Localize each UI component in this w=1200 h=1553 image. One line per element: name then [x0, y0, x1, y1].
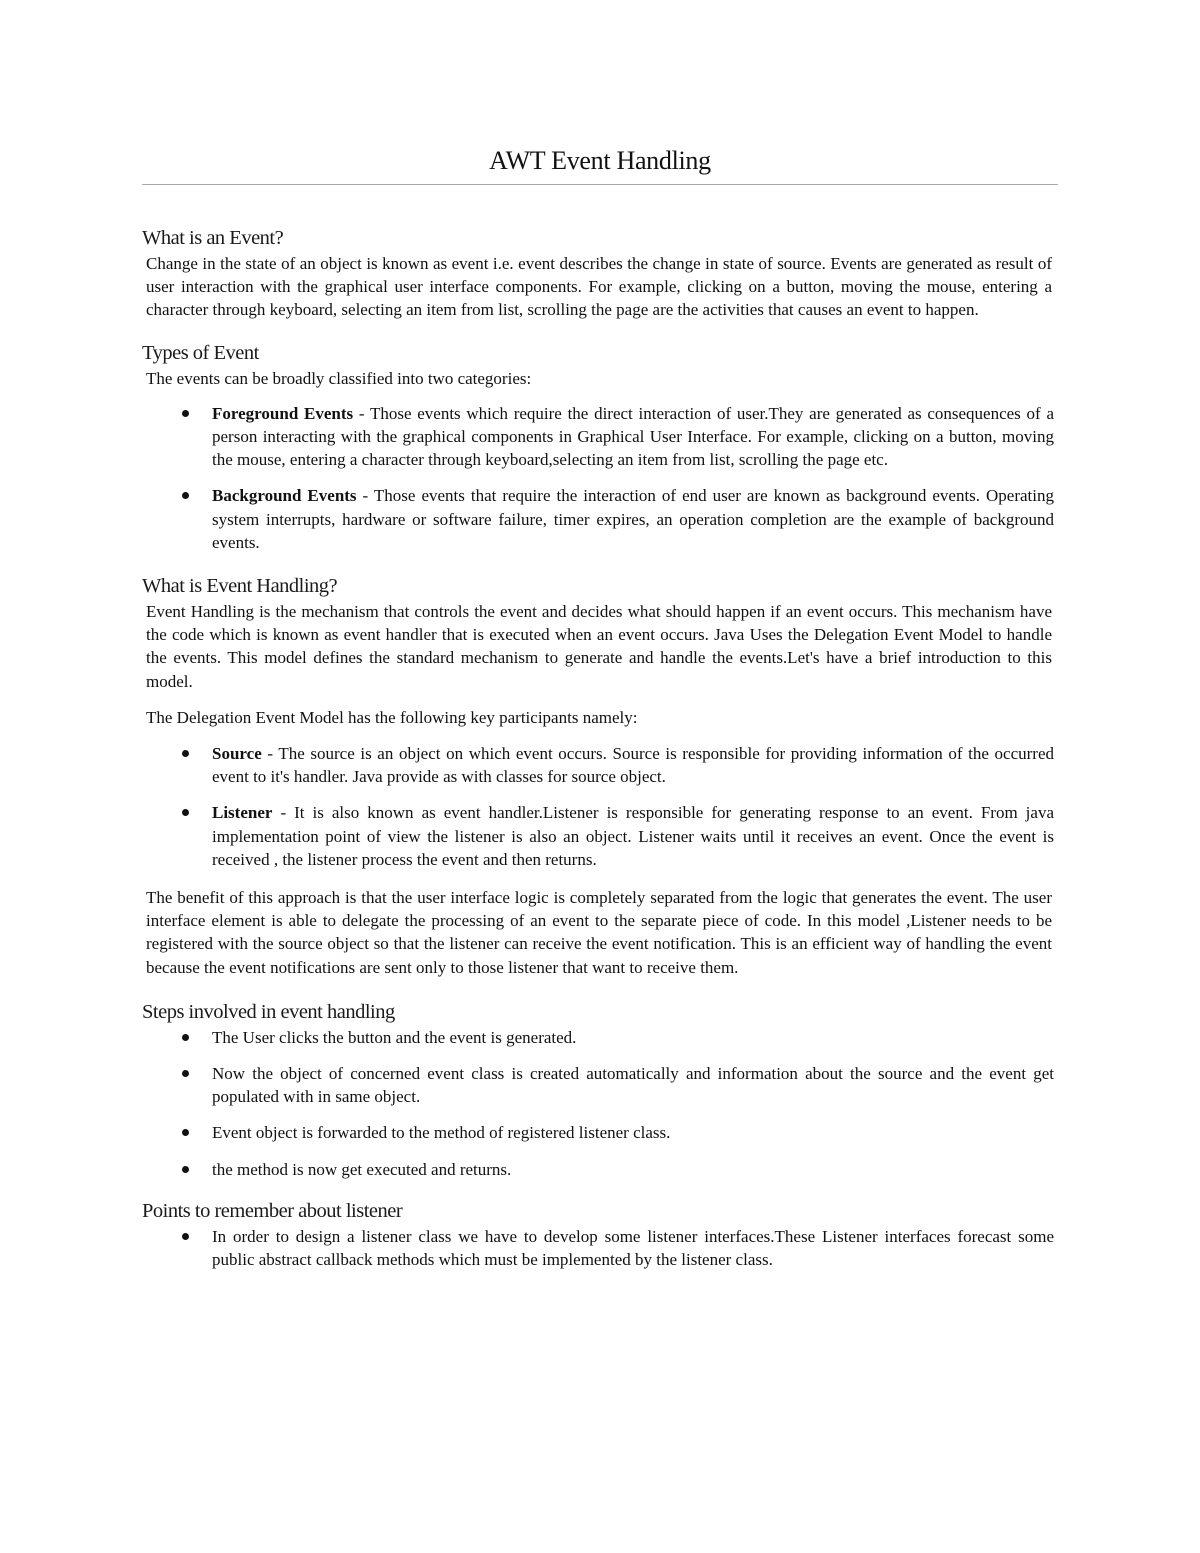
item-text: In order to design a listener class we have to develop some listener interfaces.These Listener interfaces forecast some public abstract callback methods which must be implemented by the listener class.	[212, 1226, 1054, 1270]
paragraph-event-handling-3: The benefit of this approach is that the user interface logic is completely separated from the logic that generates the event. The user interface element is able to delegate the processing of an event to the separate piece of code. In this model ,Listener needs to be registered with the source object so that the listener can receive the event notification. This is an efficient way of handling the event because the event notifications are sent only to those listener that want to receive them.	[146, 888, 1052, 977]
bullet-icon	[182, 492, 189, 499]
list-item	[142, 742, 1054, 788]
bullet-icon	[182, 1034, 189, 1041]
list-item	[142, 1225, 1054, 1271]
paragraph-types-intro: The events can be broadly classified into two categories:	[146, 368, 532, 388]
title-divider	[142, 184, 1058, 185]
section-heading-points: Points to remember about listener	[142, 1199, 403, 1222]
section-heading-event-handling: What is Event Handling?	[142, 575, 338, 598]
item-text: - The source is an object on which event occurs. Source is responsible for providing information of the occurred event to it's handler. Java provide as with classes for source object.	[212, 744, 1054, 787]
list-points	[142, 1225, 1058, 1271]
list-item	[142, 1062, 1054, 1108]
section-heading-what-is-event: What is an Event?	[142, 227, 284, 249]
item-text: - Those events that require the interaction of end user are known as background events. Operating system interrupts, hardware or software failure, timer expires, an operation completion are the example of background events.	[212, 486, 1055, 552]
bullet-icon	[182, 1233, 189, 1240]
list-item	[142, 484, 1054, 554]
item-text: - It is also known as event handler.Listener is responsible for generating response to an event. From java implementation point of view the listener is also an object. Listener waits until it receives an event. Once the event is received , the listener process the event and then returns.	[212, 803, 1054, 869]
list-participants	[142, 742, 1058, 871]
bullet-icon	[182, 1166, 189, 1173]
term-listener: Listener	[212, 803, 273, 823]
bullet-icon	[182, 1070, 189, 1077]
list-item	[142, 1121, 1054, 1144]
section-heading-types-of-event: Types of Event	[142, 341, 259, 364]
bullet-icon	[182, 1129, 189, 1136]
item-text: Now the object of concerned event class is created automatically and information about the source and the event get populated with in same object.	[212, 1064, 1054, 1107]
list-item	[142, 801, 1054, 871]
item-text: the method is now get executed and returns.	[212, 1159, 512, 1179]
item-text: Event object is forwarded to the method of registered listener class.	[212, 1123, 671, 1143]
term-foreground-events: Foreground Events	[212, 403, 354, 423]
list-item	[142, 402, 1054, 472]
section-heading-steps: Steps involved in event handling	[142, 1000, 395, 1023]
document-page	[142, 146, 1058, 1284]
document-title: AWT Event Handling	[489, 146, 711, 175]
bullet-icon	[182, 809, 189, 816]
bullet-icon	[182, 410, 189, 417]
bullet-icon	[182, 750, 189, 757]
item-text: - Those events which require the direct interaction of user.They are generated as consequences of a person interacting with the graphical components in Graphical User Interface. For example, clicking on a button, moving the mouse, entering a character through keyboard,selecting an item from list, scrolling the page etc.	[212, 403, 1054, 470]
paragraph-event-handling-2: The Delegation Event Model has the following key participants namely:	[146, 707, 638, 727]
term-source: Source	[212, 744, 262, 764]
item-text: The User clicks the button and the event is generated.	[212, 1027, 577, 1047]
list-item	[142, 1026, 1054, 1049]
paragraph-event-handling-1: Event Handling is the mechanism that controls the event and decides what should happen if an event occurs. This mechanism have the code which is known as event handler that is executed when an event occurs. Java Uses the Delegation Event Model to handle the events. This model defines the standard mechanism to generate and handle the events.Let's have a brief introduction to this model.	[146, 602, 1052, 691]
term-background-events: Background Events	[212, 486, 357, 506]
paragraph-what-is-event: Change in the state of an object is known as event i.e. event describes the change in state of source. Events are generated as result of user interaction with the graphical user interface components. For example, clicking on a button, moving the mouse, entering a character through keyboard, selecting an item from list, scrolling the page are the activities that causes an event to happen.	[146, 254, 1052, 320]
list-event-types	[142, 402, 1058, 554]
list-steps	[142, 1026, 1058, 1181]
list-item	[142, 1158, 1054, 1181]
